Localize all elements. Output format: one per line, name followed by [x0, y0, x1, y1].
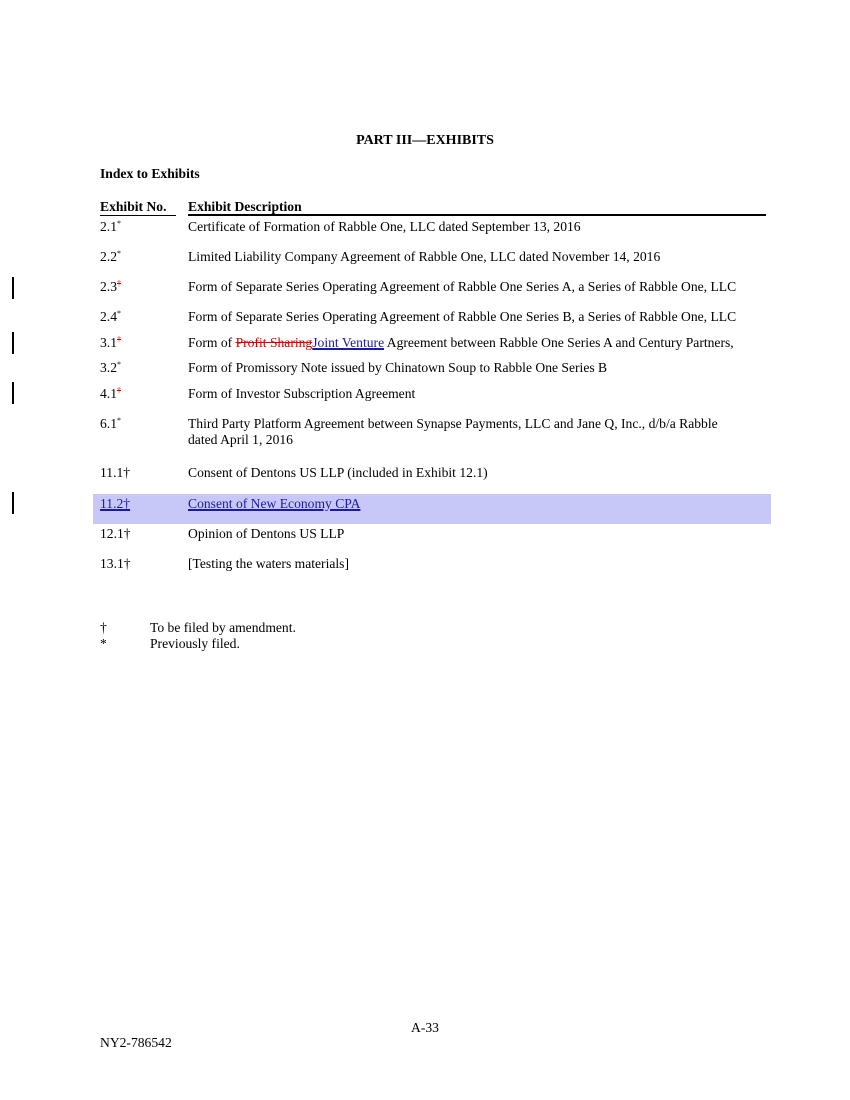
inserted-text: Joint Venture	[312, 335, 385, 350]
exhibit-number: 2.4*	[100, 309, 121, 324]
exhibit-description: Form of Promissory Note issued by Chinatown Soup to Rabble One Series B	[188, 360, 608, 375]
page-title: PART III—EXHIBITS	[356, 133, 494, 148]
exhibit-number: 3.2*	[100, 360, 121, 375]
exhibit-number: 4.1†	[100, 386, 121, 401]
exhibit-description: Consent of Dentons US LLP (included in Exhibit 12.1)	[188, 465, 488, 480]
exhibit-number: 13.1†	[100, 556, 131, 571]
exhibit-description: Limited Liability Company Agreement of Rabble One, LLC dated November 14, 2016	[188, 249, 661, 264]
exhibit-description: Form of Investor Subscription Agreement	[188, 386, 416, 401]
change-bar	[12, 332, 14, 354]
change-bar	[12, 277, 14, 299]
change-bar	[12, 382, 14, 404]
exhibit-description: Form of Separate Series Operating Agreement of Rabble One Series B, a Series of Rabble One, LLC	[188, 309, 737, 324]
exhibit-description: Form of Profit SharingJoint Venture Agreement between Rabble One Series A and Century Partners,	[188, 335, 734, 350]
column-header-description: Exhibit Description	[188, 199, 302, 214]
exhibit-description: Third Party Platform Agreement between Synapse Payments, LLC and Jane Q, Inc., d/b/a Rabble dated April 1, 2016	[188, 416, 718, 447]
header-rule-description	[188, 214, 766, 216]
index-title: Index to Exhibits	[100, 166, 200, 181]
column-header-number: Exhibit No.	[100, 199, 167, 214]
exhibit-description: Certificate of Formation of Rabble One, LLC dated September 13, 2016	[188, 219, 581, 234]
exhibit-description: [Testing the waters materials]	[188, 556, 349, 571]
footnote-text: To be filed by amendment.	[150, 620, 296, 635]
page-number: A-33	[411, 1020, 439, 1035]
header-rule-number	[100, 215, 176, 216]
footnote-text: Previously filed.	[150, 636, 240, 651]
deleted-text: Profit Sharing	[235, 335, 313, 350]
exhibit-number: 11.1†	[100, 465, 131, 480]
exhibit-number: 11.2†	[100, 496, 131, 511]
footnote-symbol: *	[100, 636, 107, 651]
exhibit-description: Form of Separate Series Operating Agreement of Rabble One Series A, a Series of Rabble One, LLC	[188, 279, 737, 294]
exhibit-number: 2.3†	[100, 279, 121, 294]
exhibit-number: 2.1*	[100, 219, 121, 234]
exhibit-number: 6.1*	[100, 416, 121, 431]
exhibit-description: Opinion of Dentons US LLP	[188, 526, 345, 541]
exhibit-number: 12.1†	[100, 526, 131, 541]
change-bar	[12, 492, 14, 514]
footnote-symbol: †	[100, 620, 107, 635]
document-id: NY2-786542	[100, 1035, 172, 1050]
exhibit-number: 2.2*	[100, 249, 121, 264]
exhibit-description: Consent of New Economy CPA	[188, 496, 361, 511]
exhibit-number: 3.1†	[100, 335, 121, 350]
